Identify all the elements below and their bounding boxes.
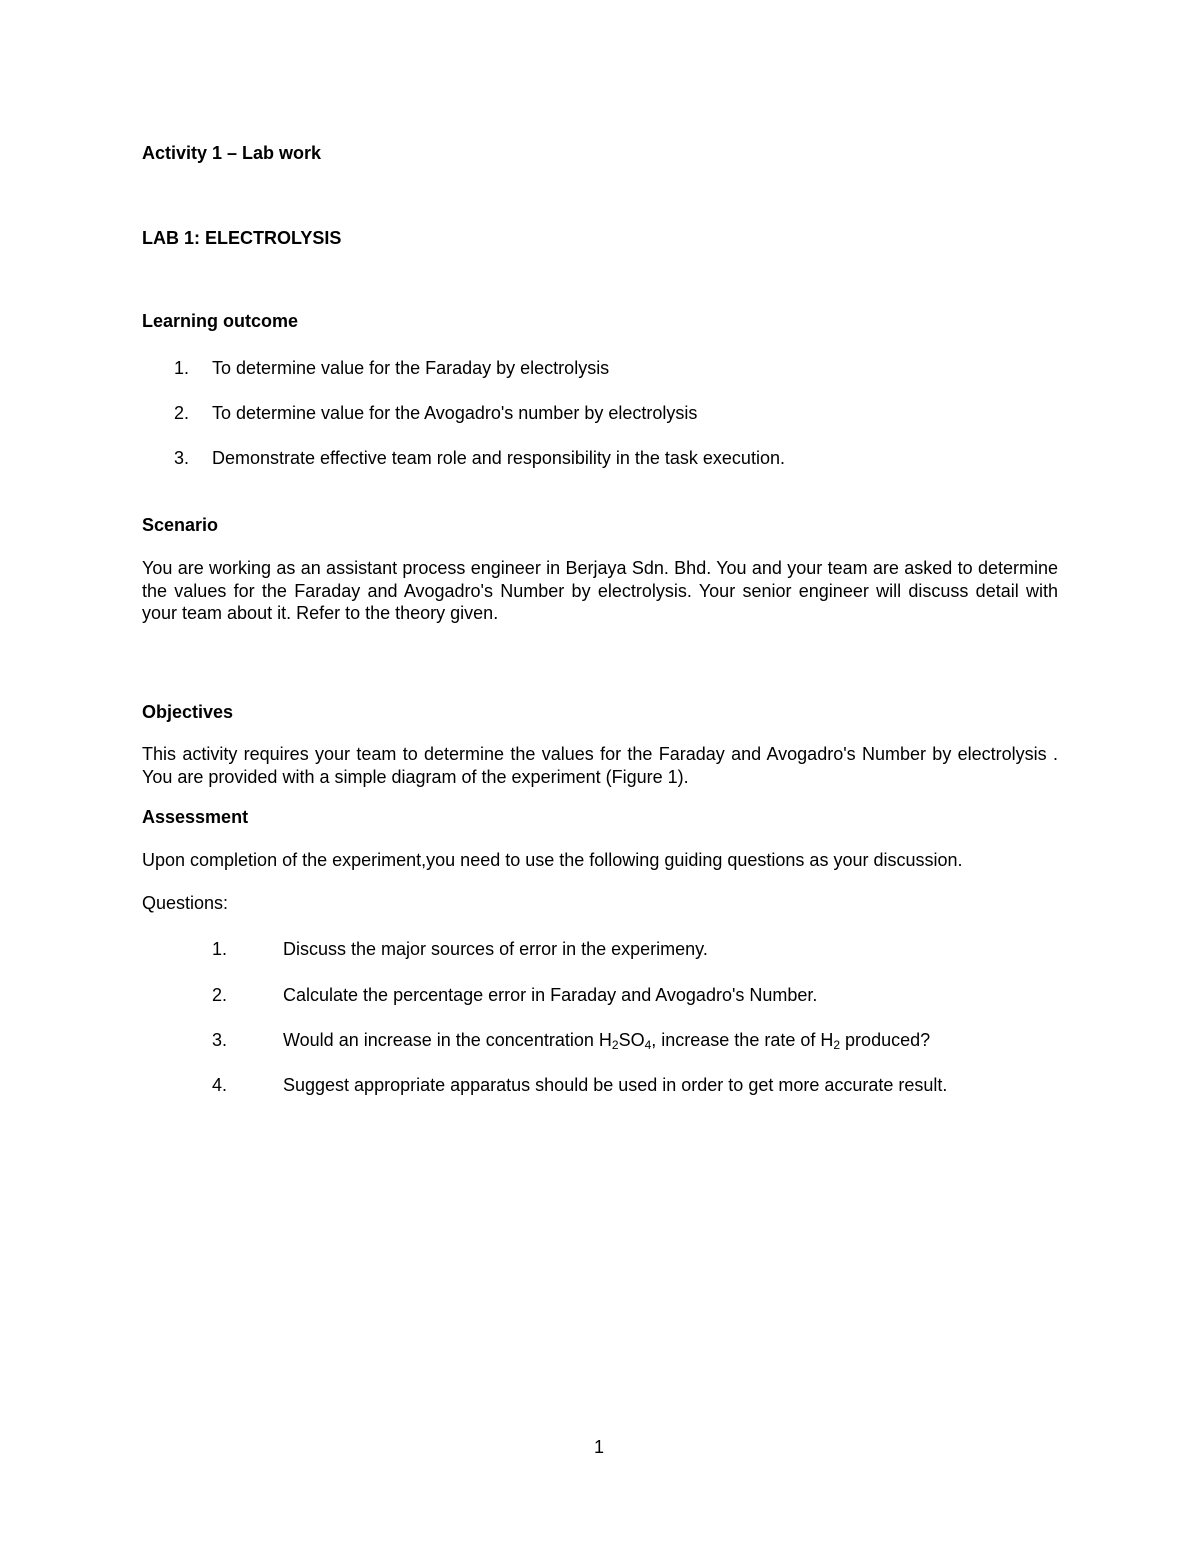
list-item: Demonstrate effective team role and responsibility in the task execution.: [212, 448, 785, 468]
question-number: 3.: [212, 1030, 228, 1050]
question-text: SO: [618, 1030, 645, 1050]
question-number: 4.: [212, 1075, 228, 1095]
question-item: Suggest appropriate apparatus should be used in order to get more accurate result.: [283, 1075, 948, 1095]
subscript: 2: [611, 1038, 619, 1052]
question-text: produced?: [840, 1030, 931, 1050]
question-item: Calculate the percentage error in Faraday and Avogadro's Number.: [283, 985, 818, 1005]
list-item: To determine value for the Faraday by electrolysis: [212, 358, 610, 378]
questions-label: Questions:: [142, 893, 229, 913]
learning-outcome-heading: Learning outcome: [142, 311, 299, 331]
list-item-number: 3.: [174, 448, 190, 468]
list-item-number: 1.: [174, 358, 190, 378]
question-number: 2.: [212, 985, 228, 1005]
question-item: [283, 1029, 930, 1051]
question-number: 1.: [212, 939, 228, 959]
assessment-heading: Assessment: [142, 807, 249, 827]
lab-title: LAB 1: ELECTROLYSIS: [142, 228, 342, 248]
list-item-number: 2.: [174, 403, 190, 423]
objectives-paragraph: This activity requires your team to determine the values for the Faraday and Avogadro's Number by electrolysis . You are provided with a simple diagram of the experiment (Figure 1).: [142, 744, 1058, 787]
activity-title: Activity 1 – Lab work: [142, 143, 322, 163]
subscript: 4: [644, 1038, 652, 1052]
question-text: , increase the rate of H: [651, 1030, 834, 1050]
question-item: Discuss the major sources of error in the experimeny.: [283, 939, 708, 959]
subscript: 2: [833, 1038, 841, 1052]
objectives-heading: Objectives: [142, 702, 234, 722]
list-item: To determine value for the Avogadro's number by electrolysis: [212, 403, 698, 423]
assessment-intro: Upon completion of the experiment,you need to use the following guiding questions as your discussion.: [142, 850, 963, 870]
question-text: Would an increase in the concentration H: [283, 1030, 612, 1050]
scenario-heading: Scenario: [142, 515, 219, 535]
page-number: 1: [594, 1437, 605, 1457]
scenario-paragraph: You are working as an assistant process engineer in Berjaya Sdn. Bhd. You and your team are asked to determine the values for the Faraday and Avogadro's Number by electrolysis. Your senior engineer will discuss detail with your team about it. Refer to the theory given.: [142, 558, 1058, 623]
